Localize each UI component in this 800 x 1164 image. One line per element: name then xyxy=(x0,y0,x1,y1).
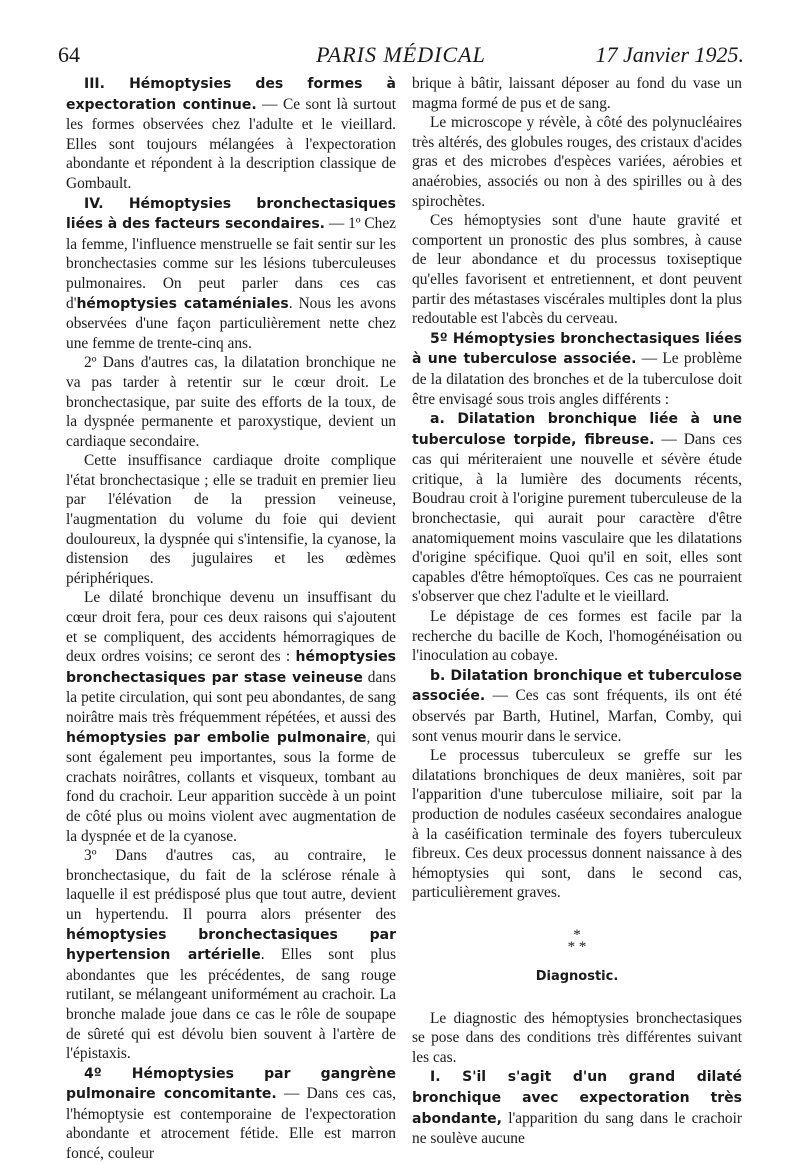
running-header xyxy=(58,38,744,72)
asterism-separator xyxy=(412,926,742,955)
subheading: III. Hémoptysies des formes à expectoration continue. xyxy=(66,76,396,113)
paragraph-coeur-droit: 2º Dans d'autres cas, la dilatation bronchique ne va pas tarder à retentir sur le cœur droit. Le bronchectasique, par suite des efforts de la toux, de la dyspnée permanente et paroxystique, devient un cardiaque secondaire. xyxy=(66,354,396,450)
issue-date: 17 Janvier 1925. xyxy=(595,42,744,67)
subheading: 5º Hémoptysies bronchectasiques liées à une tuberculose associée. xyxy=(412,330,742,368)
paragraph-tuberculose-torpide xyxy=(412,409,742,607)
bold-term: hémoptysies par embolie pulmonaire xyxy=(66,729,367,746)
paragraph-diagnostic-intro: Le diagnostic des hémoptysies bronchectasiques se pose dans des conditions très différentes suivant les cas. xyxy=(412,1009,742,1066)
body-text: , qui sont également peu importantes, sous la forme de crachats noirâtres, collants et visqueux, tombant au fond du crachoir. Leur apparition succède à un point de côté plus ou moins violent avec augmentation de la dyspnée et de la cyanose. xyxy=(66,728,396,845)
asterism-top: * xyxy=(573,926,581,943)
paragraph-insuffisance-cardiaque: Cette insuffisance cardiaque droite complique l'état bronchectasique ; elle se traduit en premier lieu par l'élévation de la pression veineuse, l'augmentation du volume du foie qui devient douloureux, la dyspnée qui s'intensifie, la cyanose, la distension des jugulaires et les œdèmes périphériques. xyxy=(66,452,396,587)
body-text: — Le problème de la dilatation des bronches et de la tuberculose doit être envisagé sous trois angles différents : xyxy=(412,350,742,408)
left-column xyxy=(66,74,396,1164)
body-text: — Ces cas sont fréquents, ils ont été observés par Barth, Hutinel, Marfan, Comby, qui sont venus mourir dans le service. xyxy=(412,687,742,745)
subheading: b. Dilatation bronchique et tuberculose associée. xyxy=(412,667,742,705)
asterism-bottom: * * xyxy=(567,938,587,955)
body-text: — Ce sont là surtout les formes observées chez l'adulte et le vieillard. Elles sont toujours mélangées à l'expectoration abondante et répondent à la description classique de Gombault. xyxy=(66,95,396,192)
body-text: dans la petite circulation, qui sont peu abondantes, de sang noirâtre mais très fréquemment répétées, et aussi des xyxy=(66,668,396,726)
page-number: 64 xyxy=(58,42,80,67)
bold-term: hémoptysies cataméniales xyxy=(76,295,289,312)
bold-term: hémoptysies bronchectasiques par stase veineuse xyxy=(66,649,396,686)
paragraph-facteurs-secondaires xyxy=(66,194,396,354)
journal-title: PARIS MÉDICAL xyxy=(316,42,486,67)
paragraph-grand-dilate xyxy=(412,1067,742,1148)
paragraph-gravite: Ces hémoptysies sont d'une haute gravité et comportent un pronostic des plus sombres, à cause de leur abondance et du processus toxiseptique qu'elles favorisent et entretiennent, et dont peuvent partir des métastases viscérales multiples dont la plus redoutable est l'abcès du cerveau. xyxy=(412,212,742,328)
paragraph-stase-embolie xyxy=(66,588,396,846)
subheading: 4º Hémoptysies par gangrène pulmonaire concomitante. xyxy=(66,1065,396,1103)
section-title-diagnostic: Diagnostic. xyxy=(535,968,619,984)
subheading: I. S'il s'agit d'un grand dilaté bronchique avec expectoration très abondante, xyxy=(412,1069,742,1127)
body-text: — 1º Chez la femme, l'influence menstruelle se fait sentir sur les bronchectasies comme sur les lésions tuberculeuses pulmonaires. On peut parler dans ces cas d' xyxy=(66,215,397,312)
paragraph-processus-tuberculeux: Le processus tuberculeux se greffe sur les dilatations bronchiques de deux manières, soit par l'apparition d'une tuberculose miliaire, soit par la production de nodules caséeux secondaires analogue à la caséification terminale des foyers tuberculeux fibreux. Ces deux processus donnent naissance à des hémoptysies qui sont, dans le second cas, particulièrement graves. xyxy=(412,747,742,902)
bold-term: hémoptysies bronchectasiques par hypertension artérielle xyxy=(66,926,396,964)
paragraph-dilatation-tuberculose xyxy=(412,666,742,746)
subheading: a. Dilatation bronchique liée à une tuberculose torpide, fibreuse. xyxy=(412,411,742,448)
paragraph-gangrene xyxy=(66,1064,396,1164)
body-text: — Dans ces cas, l'hémoptysie est contemporaine de l'expectoration abondante et atrocement fétide. Elle est marron foncé, couleur xyxy=(66,1085,396,1163)
paragraph-microscope: Le microscope y révèle, à côté des polynucléaires très altérés, des globules rouges, des cristaux d'acides gras et des microbes d'espèces variées, aérobies et anaérobies, associés ou non à des spirilles ou à des spirochètes. xyxy=(412,114,742,210)
paragraph-depistage: Le dépistage de ces formes est facile par la recherche du bacille de Koch, l'homogénéisation ou l'inoculation au cobaye. xyxy=(412,608,742,665)
paragraph-hemoptysies-expectoration xyxy=(66,74,396,194)
body-text: — Dans ces cas qui mériteraient une nouvelle et sévère étude critique, à la lumière des documents récents, Boudrau croit à l'origine purement tuberculeuse de la bronchectasie, qui aurait pour caractère d'être anatomiquement moins vasculaire que les dilatations d'origine spécifique. Quoi qu'il en soit, elles sont capables d'être hémoptoïques. Ces cas ne pourraient s'observer que chez l'adulte et le vieillard. xyxy=(412,430,743,606)
subheading: IV. Hémoptysies bronchectasiques liées à des facteurs secondaires. xyxy=(66,195,396,233)
body-text: . Nous les avons observées d'une façon particulièrement nette chez une femme de trente-cinq ans. xyxy=(66,294,397,352)
body-text: . Elles sont plus abondantes que les précédentes, de sang rouge rutilant, se mélangeant uniformément au crachoir. La bronche malade joue dans ce cas le rôle de soupape de sûreté qui est dévolu bien souvent à l'artère de l'épistaxis. xyxy=(66,946,396,1063)
body-text: l'apparition du sang dans le crachoir ne soulève aucune xyxy=(412,1109,742,1148)
right-column xyxy=(412,74,742,1149)
body-text: 3º Dans d'autres cas, au contraire, le bronchectasique, du fait de la sclérose rénale à laquelle il est prédisposé plus que tout autre, devient un hypertendu. Il pourra alors présenter des xyxy=(66,847,396,923)
paragraph-hypertension xyxy=(66,846,396,1064)
paragraph-tuberculose-associee xyxy=(412,329,742,409)
paragraph-continuation: brique à bâtir, laissant déposer au fond du vase un magma formé de pus et de sang. xyxy=(412,75,742,112)
body-text: Le dilaté bronchique devenu un insuffisant du cœur droit fera, pour ces deux raisons qui s'ajoutent et se compliquent, des accidents hémorragiques de deux ordres voisins; ce seront des : xyxy=(66,589,396,666)
